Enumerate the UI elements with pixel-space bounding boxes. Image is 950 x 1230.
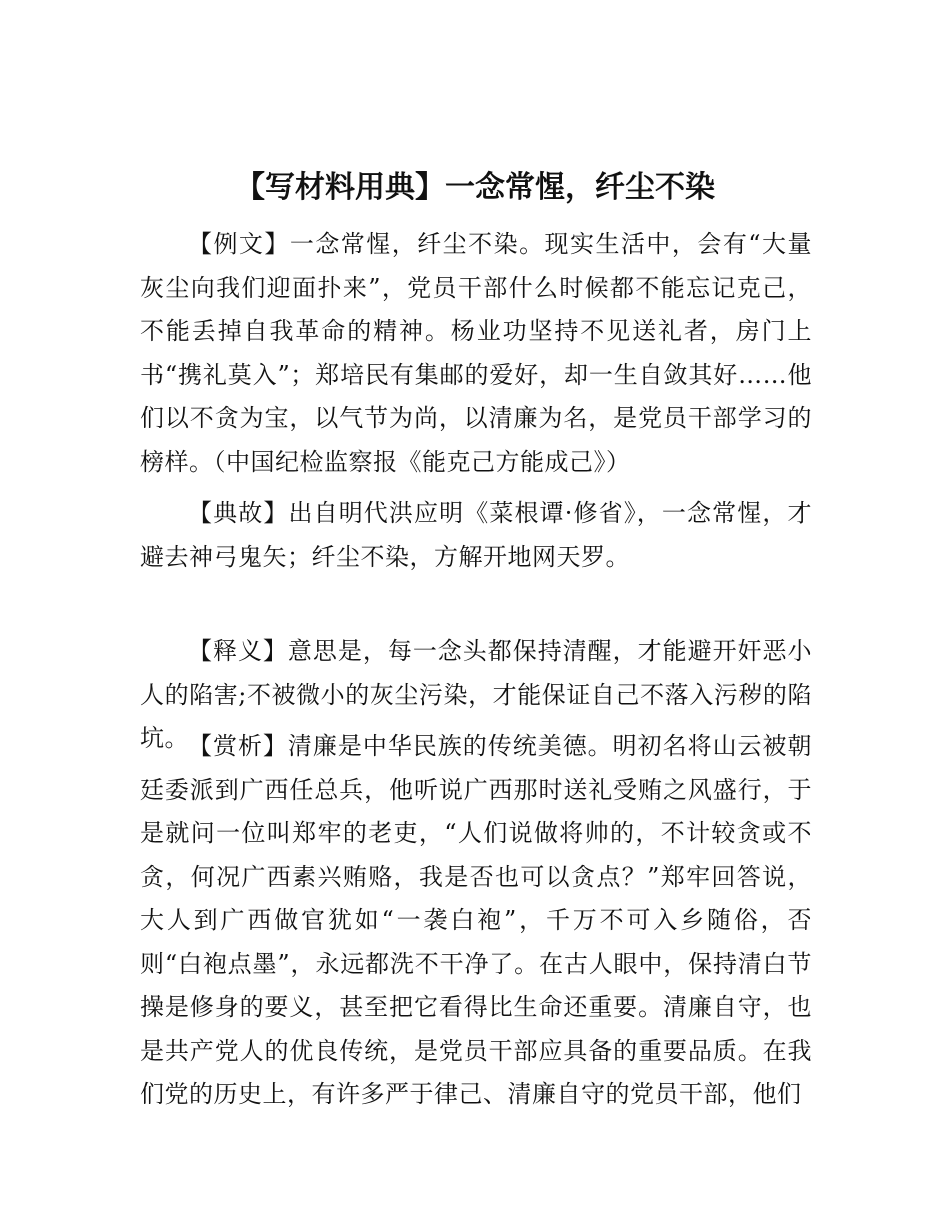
example-label: 【例文】 (188, 230, 290, 258)
allusion-paragraph (140, 492, 812, 579)
example-text: 一念常惺，纤尘不染。现实生活中，会有“大量灰尘向我们迎面扑来”，党员干部什么时候都不能忘记克己，不能丢掉自我革命的精神。杨业功坚持不见送礼者，房门上书“携礼莫入”；郑培民有集邮的爱好，却一生自敛其好……他们以不贪为宝，以气节为尚，以清廉为名，是党员干部学习的榜样。（中国纪检监察报《能克己方能成己》） (140, 230, 812, 476)
appreciation-text: 清廉是中华民族的传统美德。明初名将山云被朝廷委派到广西任总兵，他听说广西那时送礼受贿之风盛行，于是就问一位叫郑牢的老吏，“人们说做将帅的，不计较贪或不贪，何况广西素兴贿赂，我是否也可以贪点？”郑牢回答说，大人到广西做官犹如“一袭白袍”，千万不可入乡随俗，否则“白袍点墨”，永远都洗不干净了。在古人眼中，保持清白节操是修身的要义，甚至把它看得比生命还重要。清廉自守，也是共产党人的优良传统，是党员干部应具备的重要品质。在我们党的历史上，有许多严于律己、清廉自守的党员干部，他们 (140, 732, 813, 1108)
example-paragraph (140, 223, 812, 484)
meaning-label: 【释义】 (188, 637, 288, 665)
document-title: 【写材料用典】一念常惺，纤尘不染 (235, 170, 715, 205)
meaning-text: 意思是，每一念头都保持清醒，才能避开奸恶小人的陷害;不被微小的灰尘污染，才能保证自己不落入污秽的陷坑。 (140, 637, 813, 752)
allusion-text: 出自明代洪应明《菜根谭·修省》，一念常惺，才避去神弓鬼矢；纤尘不染，方解开地网天罗。 (140, 499, 812, 571)
appreciation-label: 【赏析】 (188, 732, 288, 760)
appreciation-paragraph (140, 725, 812, 1117)
allusion-label: 【典故】 (188, 499, 289, 527)
